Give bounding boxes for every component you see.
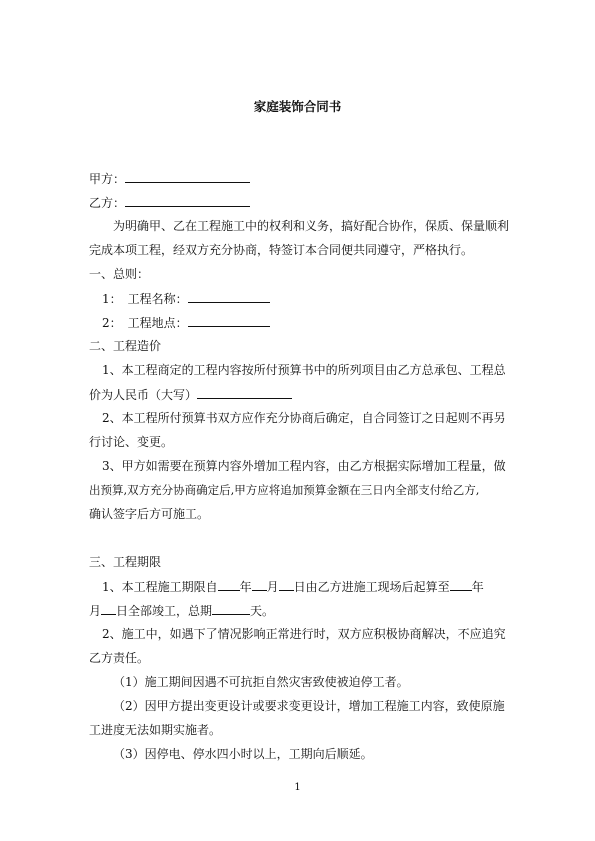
cost-clause2-line1: 2、本工程所付预算书双方应作充分协商后确定，自合同签订之日起则不再另 [102,411,506,425]
delay-condition-2-line1: （2）因甲方提出变更设计或要求变更设计，增加工程施工内容，致使原施 [113,699,505,713]
start-year-blank [218,579,240,591]
cost-clause3-line1: 3、甲方如需要在预算内容外增加工程内容，由乙方根据实际增加工程量，做 [102,459,506,473]
period-clause1-line1 [102,579,484,594]
party-b-blank [125,195,250,207]
period-end-label: 日由乙方进施工现场后起算至 [293,580,450,594]
start-month-blank [252,579,267,591]
period-start-label: 1、本工程施工期限自 [102,580,218,594]
section3-heading: 三、工程期限 [89,555,162,569]
project-name-line [102,291,270,306]
period-clause1-line2 [89,603,274,618]
period-clause2-line2: 乙方责任。 [89,651,150,665]
cost-amount-label: 价为人民币（大写） [89,388,198,402]
cost-clause3-line2: 出预算,双方充分协商确定后,甲方应将追加预算金额在三日内全部支付给乙方, [89,483,480,497]
party-b-line [89,195,250,210]
start-month-unit: 月 [266,580,279,594]
cost-clause3-line3: 确认签字后方可施工。 [89,507,210,521]
project-location-blank [188,315,270,327]
page-number: 1 [294,782,301,793]
end-day-blank [101,603,116,615]
project-location-line [102,315,270,330]
end-year-unit: 年 [471,580,484,594]
party-b-label: 乙方： [89,196,126,210]
party-a-line [89,171,250,186]
delay-condition-2-line2: 工进度无法如期实施者。 [89,723,222,737]
cost-amount-blank [197,387,292,399]
days-unit: 天。 [250,604,275,618]
end-month-unit: 月 [89,604,102,618]
start-year-unit: 年 [239,580,252,594]
cost-clause2-line2: 行讨论、变更。 [89,435,174,449]
project-name-label: 1： 工程名称： [102,292,188,306]
project-name-blank [188,291,270,303]
party-a-blank [125,171,250,183]
cost-clause1-line2 [89,387,292,402]
document-title: 家庭装饰合同书 [253,99,342,114]
period-clause2-line1: 2、施工中，如遇下了情况影响正常进行时，双方应积极协商解决，不应追究 [102,627,506,641]
intro-paragraph-line1: 为明确甲、乙在工程施工中的权利和义务，搞好配合协作，保质、保量顺利 [113,219,510,233]
start-day-blank [279,579,294,591]
delay-condition-1: （1）施工期间因遇不可抗拒自然灾害致使被迫停工者。 [113,675,409,689]
end-year-blank [450,579,472,591]
cost-clause1-line1: 1、本工程商定的工程内容按所付预算书中的所列项目由乙方总承包、工程总 [102,363,506,377]
section2-heading: 二、工程造价 [89,339,162,353]
intro-paragraph-line2: 完成本项工程，经双方充分协商，特签订本合同便共同遵守，严格执行。 [89,243,474,257]
section1-heading: 一、总则： [89,267,150,281]
delay-condition-3: （3）因停电、停水四小时以上，工期向后顺延。 [113,747,373,761]
project-location-label: 2： 工程地点： [102,316,188,330]
party-a-label: 甲方： [89,172,126,186]
total-days-blank [212,603,250,615]
completion-label: 日全部竣工，总期 [116,604,213,618]
